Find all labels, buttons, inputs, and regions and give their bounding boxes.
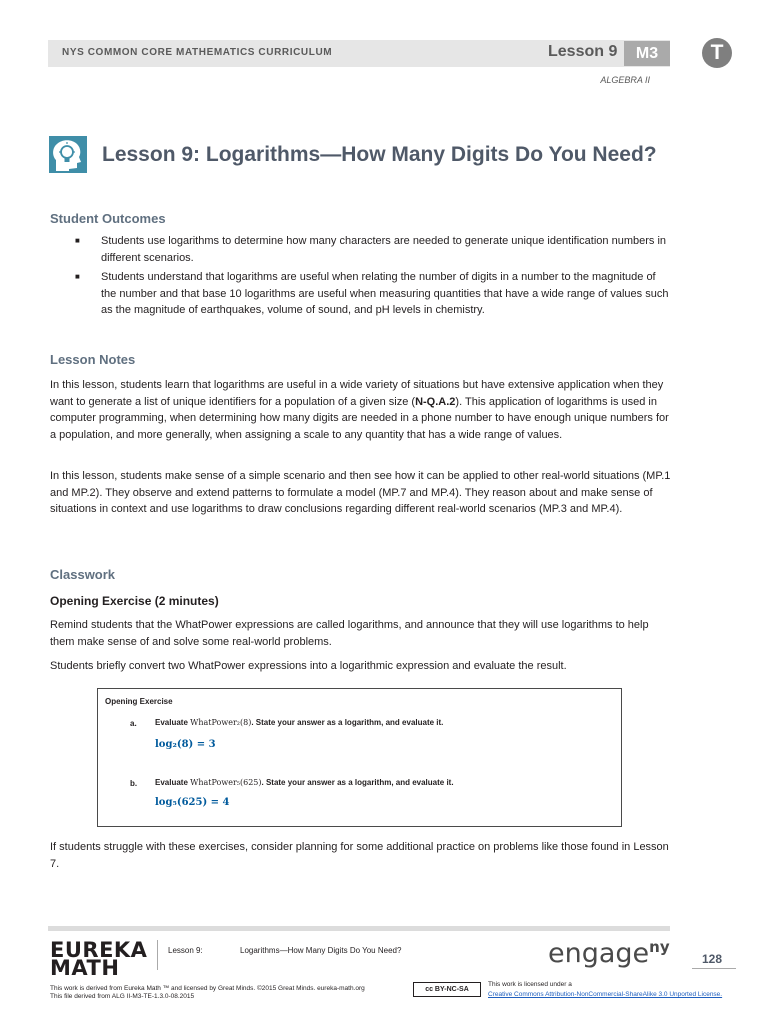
engageny-logo: engage$^{ny}$: [548, 938, 670, 969]
cc-license-badge: cc BY-NC-SA: [413, 982, 481, 997]
bullet-icon: ■: [75, 236, 80, 245]
classwork-paragraph: Remind students that the WhatPower expressions are called logarithms, and announce that they will use logarithms to help them make sense of and solve some real-world problems.: [50, 619, 649, 648]
standard-code: N-Q.A.2: [415, 395, 456, 408]
license-text: This work is licensed under a: [488, 981, 572, 988]
curriculum-label: NYS COMMON CORE MATHEMATICS CURRICULUM: [62, 47, 333, 58]
answer: log₂(8) = 3: [155, 739, 216, 750]
question-text: Evaluate WhatPower₅(625). State your answer as a logarithm, and evaluate it.: [155, 778, 454, 787]
lesson-notes-paragraph: In this lesson, students learn that logarithms are useful in a wide variety of situations but have extensive application when they want to generate a list of unique identifiers for a population of a given size (N-Q.A.2). This application of logarithms is used in computer programming, when determining how many digits are needed in a phone number to have enough unique numbers for a population, and more generally, when assigning a scale to any quantity that has a wide range of values.: [50, 379, 669, 441]
classwork-paragraph: Students briefly convert two WhatPower expressions into a logarithmic expression and evaluate the result.: [50, 660, 567, 672]
outcome-item: Students use logarithms to determine how many characters are needed to generate unique identification numbers in different scenarios.: [101, 235, 667, 264]
footer-lesson: Lesson 9:: [168, 946, 203, 955]
course-label: ALGEBRA II: [600, 75, 650, 85]
whatpower-expression: WhatPower₅(625): [190, 778, 262, 787]
header-lesson: Lesson 9: [548, 43, 618, 60]
student-outcomes-heading: Student Outcomes: [50, 211, 166, 226]
lightbulb-icon: [49, 136, 87, 173]
question-text: Evaluate WhatPower₂(8). State your answer as a logarithm, and evaluate it.: [155, 718, 444, 727]
classwork-paragraph: If students struggle with these exercises, consider planning for some additional practice on problems like those found in Lesson 7.: [50, 841, 669, 870]
page-number-rule: [692, 968, 736, 969]
outcome-item: Students understand that logarithms are useful when relating the number of digits in a number to the magnitude of the number and that base 10 logarithms are useful when measuring quantities that have a wide range of values such as the magnitude of earthquakes, volume of sound, and pH levels in chemistry.: [101, 271, 669, 316]
eureka-math-logo: EUREKA MATH: [50, 938, 148, 980]
classwork-heading: Classwork: [50, 567, 116, 582]
lesson-notes-heading: Lesson Notes: [50, 352, 136, 367]
legal-text: This work is derived from Eureka Math ™ and licensed by Great Minds. ©2015 Great Minds. eureka-math.org: [50, 985, 365, 992]
page-title: Lesson 9: Logarithms—How Many Digits Do You Need?: [102, 143, 657, 166]
whatpower-expression: WhatPower₂(8): [190, 718, 252, 727]
license-link[interactable]: Creative Commons Attribution-NonCommercial-ShareAlike 3.0 Unported License.: [488, 991, 723, 998]
footer-divider: [157, 940, 158, 970]
teacher-badge: T: [702, 38, 732, 68]
footer-bar: [48, 926, 670, 931]
legal-text: This file derived from ALG II-M3-TE-1.3.0-08.2015: [50, 993, 195, 1000]
page-number: 128: [702, 952, 723, 966]
question-label: a.: [130, 719, 137, 728]
footer-topic: Logarithms—How Many Digits Do You Need?: [240, 946, 402, 955]
module-badge: M3: [624, 41, 670, 66]
lesson-notes-paragraph: In this lesson, students make sense of a simple scenario and then see how it can be applied to other real-world situations (MP.1 and MP.2). They observe and extend patterns to formulate a model (MP.7 and MP.4). They reason about and make sense of situations in context and use logarithms to draw conclusions regarding different real-world scenarios (MP.3 and MP.4).: [50, 470, 671, 515]
bullet-icon: ■: [75, 272, 80, 281]
exercise-box-title: Opening Exercise: [105, 697, 173, 706]
opening-exercise-heading: Opening Exercise (2 minutes): [50, 594, 219, 608]
answer: log₅(625) = 4: [155, 797, 230, 808]
question-label: b.: [130, 779, 138, 788]
